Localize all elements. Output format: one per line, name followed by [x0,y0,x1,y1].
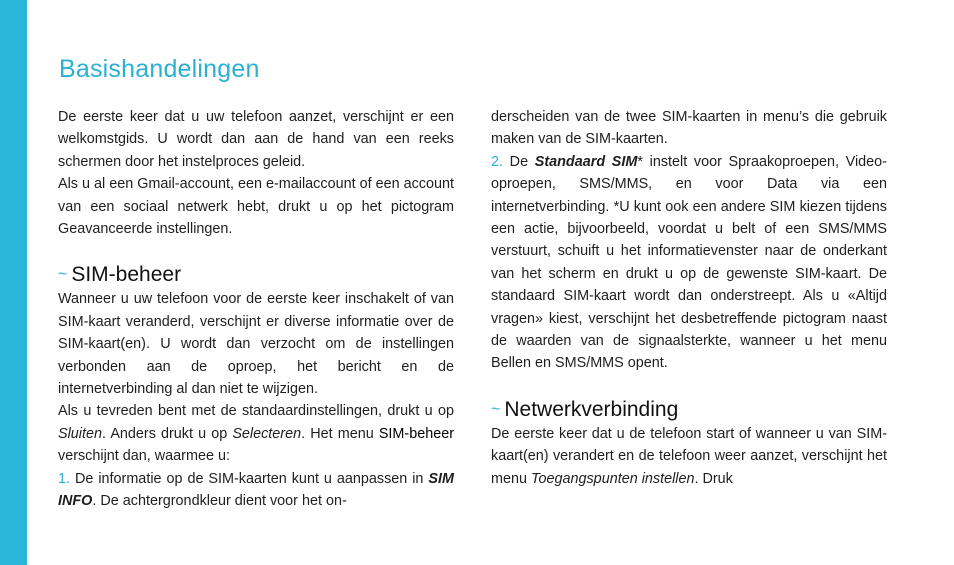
text-run: Als u tevreden bent met de standaardinstellingen, drukt u op [58,403,454,420]
sim-list-item-1-continued: derscheiden van de twee SIM-kaarten in menu’s die gebruik maken van de SIM-kaarten. [491,109,887,148]
sim-paragraph-2 [58,400,454,467]
sim-paragraph-1: Wanneer u uw telefoon voor de eerste keer inschakelt of van SIM-kaart veranderd, verschijnt er diverse informatie over de SIM-kaart(en). U wordt dan verzocht om de instellingen verbonden aan de oproep, het bericht en de internetverbinding al dan niet te wijzigen. [58,291,454,398]
page-title: Basishandelingen [59,55,260,83]
section-heading-text: Netwerkverbinding [504,397,679,421]
intro-paragraph-2: Als u al een Gmail-account, een e-mailaccount of een account van een sociaal netwerk hebt, drukt u op het pictogram Geavanceerde instellingen. [58,176,454,238]
right-column [491,106,887,490]
section-heading-sim-beheer [58,262,454,288]
tilde-marker: ~ [58,266,68,284]
text-run: . Anders drukt u op [102,425,233,442]
list-number: 1. [58,470,71,487]
sluiten-label: Sluiten [58,425,103,442]
text-run: . Het menu [301,425,379,442]
standaard-sim-label: Standaard SIM [534,153,638,170]
menu-name-sim-beheer: SIM-beheer [378,425,454,442]
left-column [58,106,454,513]
text-run: . Druk [694,470,733,487]
intro-paragraph-1: De eerste keer dat u uw telefoon aanzet, verschijnt er een welkomstgids. U wordt dan aan de hand van een reeks schermen door het instelproces geleid. [58,109,454,170]
text-run: De [503,153,535,170]
section-heading-netwerkverbinding [491,397,887,423]
selecteren-label: Selecteren [232,425,302,442]
sim-list-item-1 [58,468,454,513]
text-run: De eerste keer dat u de telefoon start of wanneer u van SIM-kaart(en) verandert en de telefoon weer aanzet, verschijnt het menu [491,425,887,487]
text-run: * instelt voor Spraakoproepen, Video-oproepen, SMS/MMS, en voor Data via een internetverbinding. *U kunt ook een andere SIM kiezen tijdens een actie, bijvoorbeeld, voordat u belt of een SMS/MMS verstuurt, schuift u het informatievenster naar de onderkant van het scherm en drukt u op de gewenste SIM-kaart. De standaard SIM-kaart wordt dan onderstreept. Als u «Altijd vragen» kiest, verschijnt het desbetreffende pictogram naast de waarden van de signaalsterkte, wanneer u het menu Bellen en SMS/MMS opent. [491,153,887,372]
accent-side-bar [0,0,27,565]
text-run: De informatie op de SIM-kaarten kunt u aanpassen in [70,470,429,487]
toegangspunten-label: Toegangspunten instellen [531,470,695,487]
tilde-marker: ~ [491,400,501,418]
text-run: . De achtergrondkleur dient voor het on- [92,493,347,510]
network-paragraph-1 [491,423,887,490]
sim-list-item-2 [491,151,887,375]
list-number: 2. [491,153,504,170]
section-heading-text: SIM-beheer [71,263,182,287]
sim-info-label: SIM INFO [58,470,454,510]
text-run: verschijnt dan, waarmee u: [58,448,230,465]
